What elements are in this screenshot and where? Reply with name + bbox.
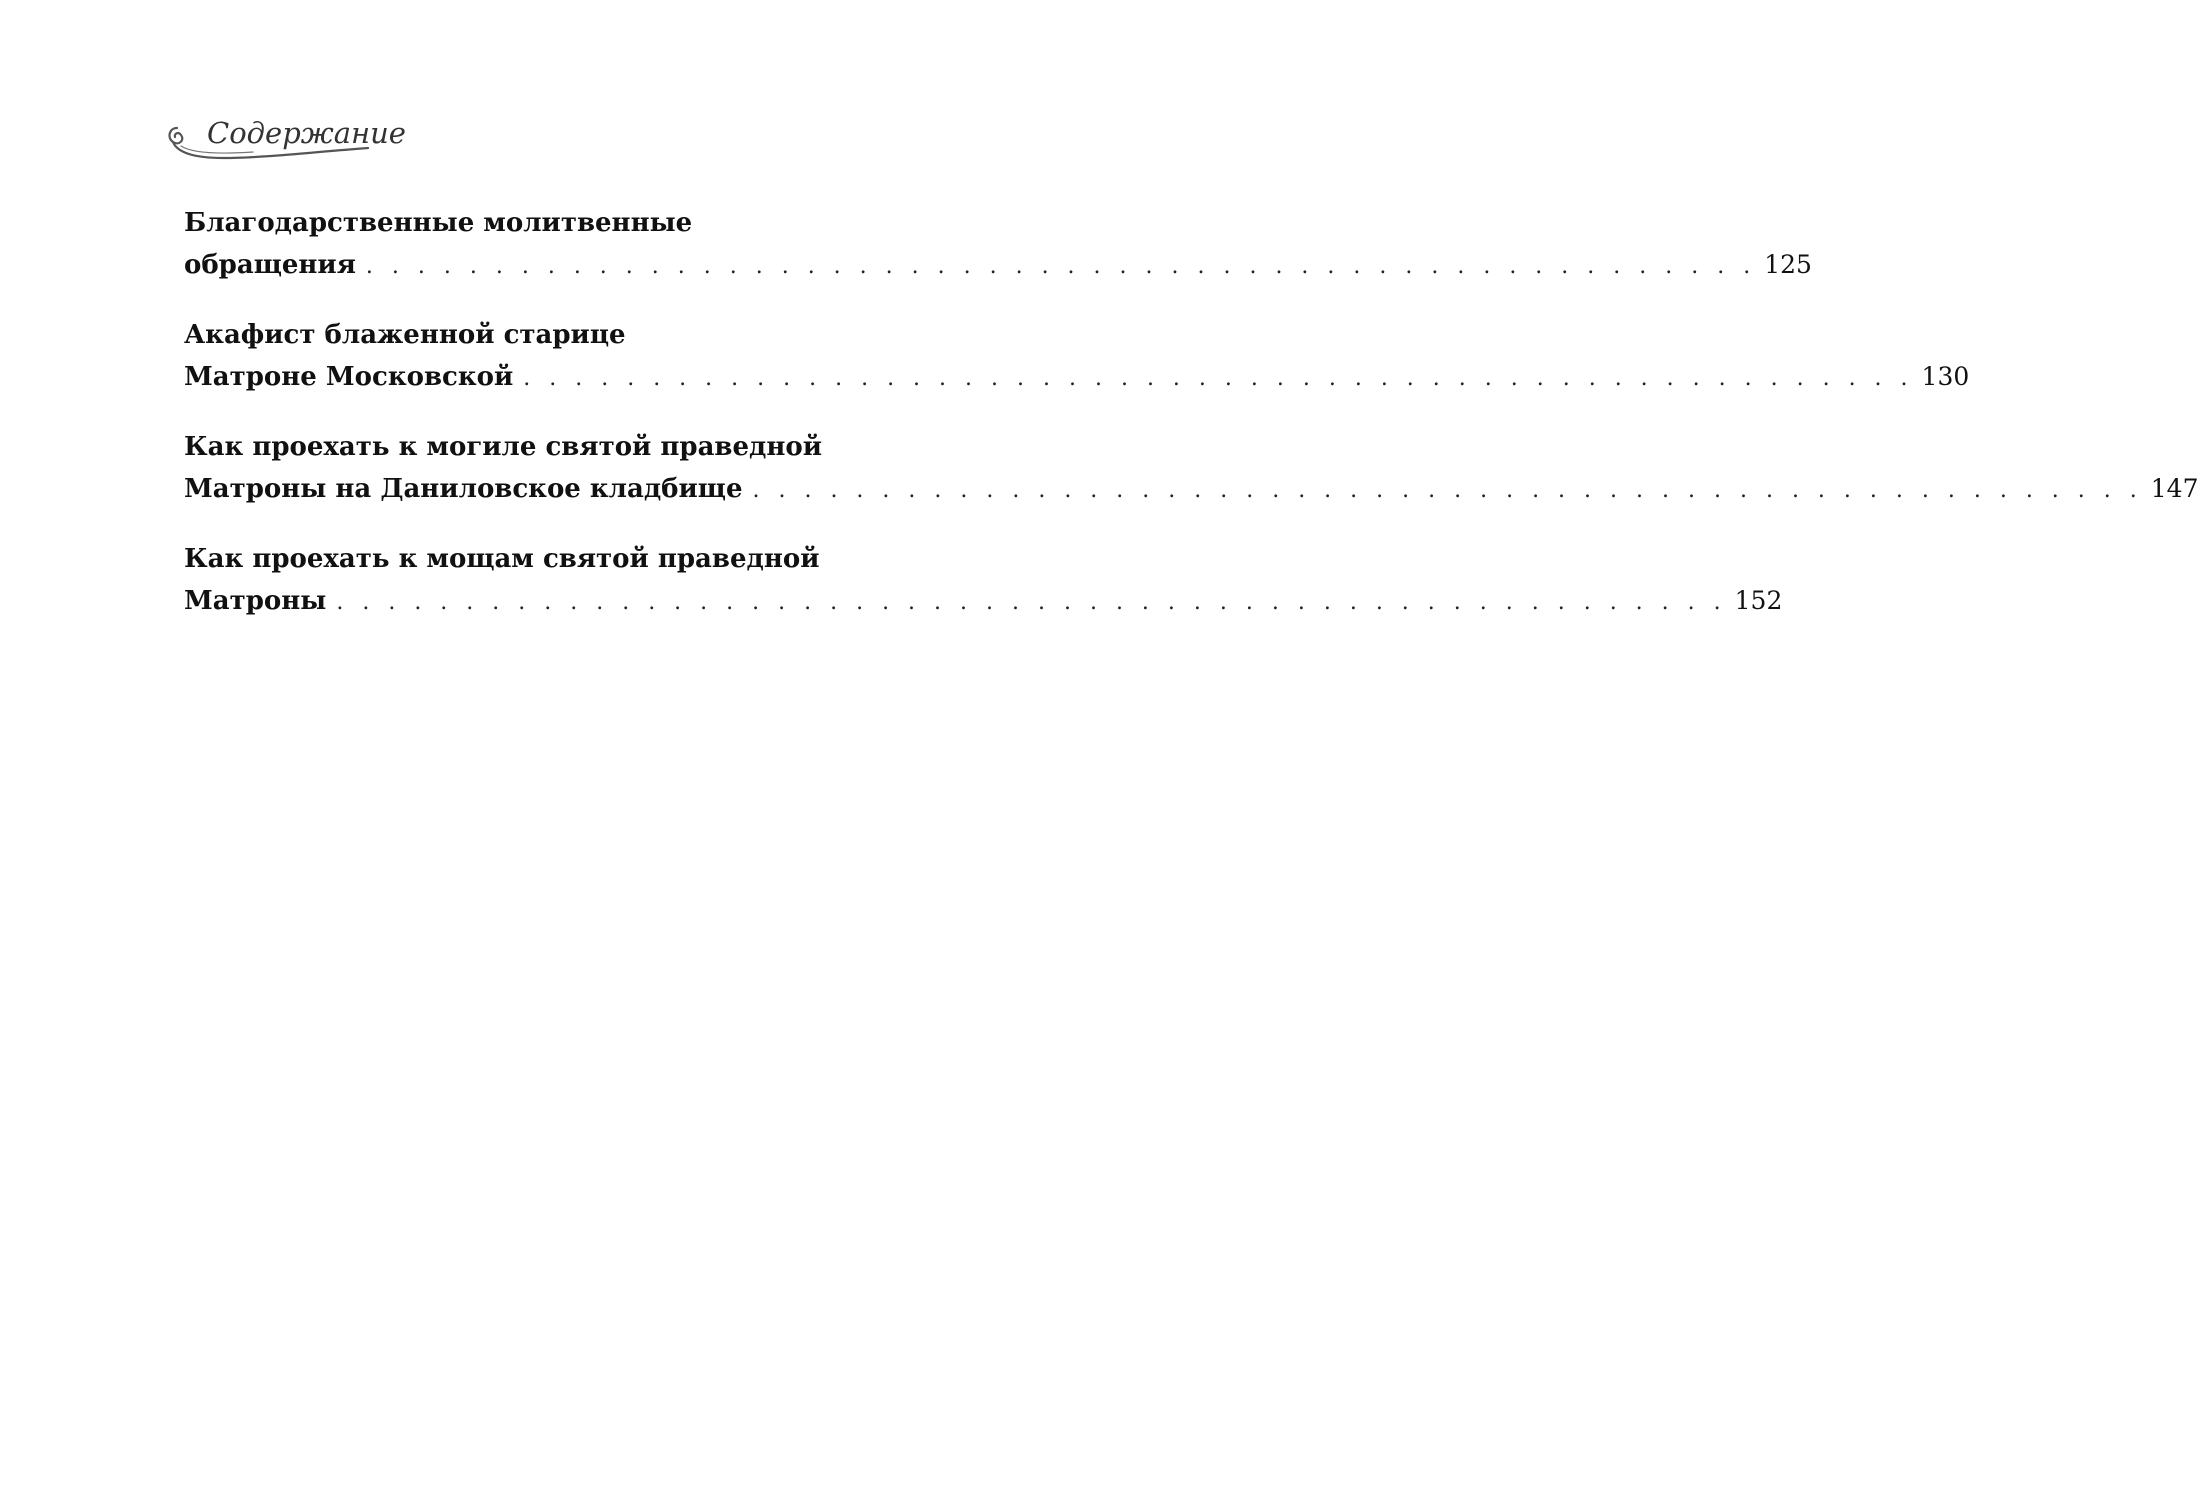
dot-leader: . . . . . . . . . . . . . . . . . . . . . . . . . . . . . . . . . . . . . . . . . . . . . . . . . . . . . . <box>336 590 1727 615</box>
dot-leader: . . . . . . . . . . . . . . . . . . . . . . . . . . . . . . . . . . . . . . . . . . . . . . . . . . . . . . <box>365 254 1757 279</box>
dot-leader: . . . . . . . . . . . . . . . . . . . . . . . . . . . . . . . . . . . . . . . . . . . . . . . . . . . . . . <box>752 478 2143 503</box>
toc-entry-title-line: Как проехать к могиле святой праведной <box>184 432 823 462</box>
toc-entry-last-line <box>184 580 1783 621</box>
toc-page-number: 152 <box>1734 586 1783 615</box>
toc-entry-title-line: Матроне Московской <box>184 362 514 392</box>
toc-entry[interactable] <box>184 203 1812 285</box>
toc-entry-title-line: Благодарственные молитвенные <box>184 208 693 238</box>
toc-entry-title-line: Акафист блаженной старице <box>184 320 626 350</box>
toc-entry[interactable] <box>184 315 1970 397</box>
toc-entry-last-line <box>184 244 1812 285</box>
toc-entry-last-line <box>184 356 1970 397</box>
toc-entry-title-line: обращения <box>184 250 356 280</box>
running-head-title: Содержание <box>207 116 406 150</box>
toc-entry[interactable] <box>184 427 2198 509</box>
toc-entry-last-line <box>184 468 2198 509</box>
table-of-contents <box>184 203 2198 651</box>
toc-entry-title-line: Матроны <box>184 586 327 616</box>
toc-page-number: 130 <box>1921 362 1970 391</box>
toc-page-number: 125 <box>1764 250 1812 279</box>
running-head <box>163 108 423 170</box>
toc-entry-title-line: Матроны на Даниловское кладбище <box>184 474 743 504</box>
dot-leader: . . . . . . . . . . . . . . . . . . . . . . . . . . . . . . . . . . . . . . . . . . . . . . . . . . . . . . <box>523 366 1914 391</box>
toc-page-number: 147 <box>2150 474 2198 503</box>
toc-entry-title-line: Как проехать к мощам святой праведной <box>184 544 820 574</box>
toc-entry[interactable] <box>184 539 1783 621</box>
